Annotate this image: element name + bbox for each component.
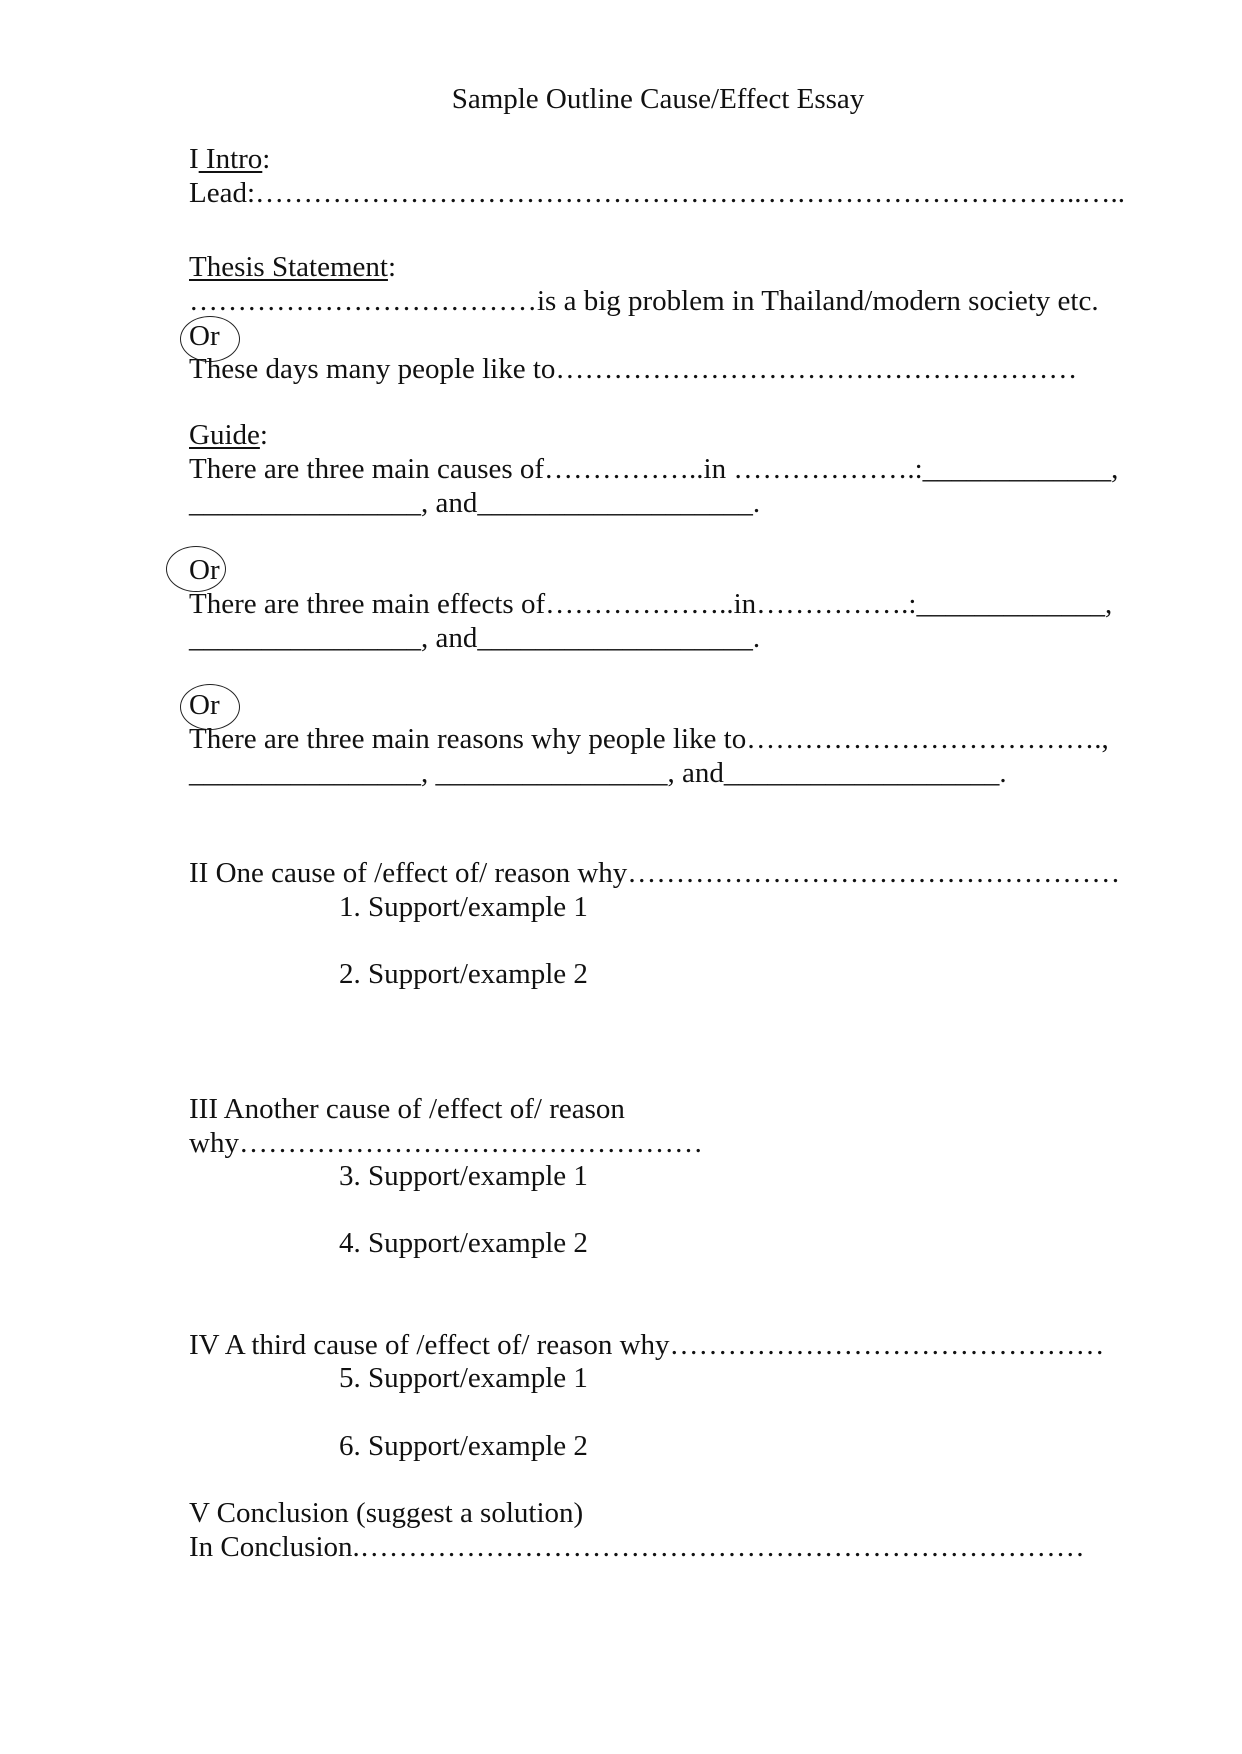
section-4-item-2: 6. Support/example 2 <box>339 1430 588 1462</box>
or-label-2: Or <box>189 554 220 586</box>
section-2-item-2: 2. Support/example 2 <box>339 958 588 990</box>
guide-colon: : <box>259 419 268 451</box>
or-label-3: Or <box>189 689 220 721</box>
page-title: Sample Outline Cause/Effect Essay <box>451 83 865 115</box>
section-2-item-1: 1. Support/example 1 <box>339 891 588 923</box>
section-4-heading: IV A third cause of /effect of/ reason why……………………………………… <box>189 1329 1105 1361</box>
guide-reasons-line-1: There are three main reasons why people like to………………………………., <box>189 723 1109 755</box>
section-3-item-2: 4. Support/example 2 <box>339 1227 588 1259</box>
guide-heading <box>189 418 268 452</box>
conclusion-line: In Conclusion.………………………………………………………………… <box>189 1531 1085 1563</box>
section-3-item-1: 3. Support/example 1 <box>339 1160 588 1192</box>
or-label-1: Or <box>189 320 220 352</box>
guide-effects-line-2: ________________, and___________________. <box>189 622 761 654</box>
thesis-heading <box>189 250 396 284</box>
guide-label: Guide <box>189 419 260 451</box>
thesis-line: ………………………………is a big problem in Thailand/modern society etc. <box>189 285 1099 317</box>
intro-heading <box>189 142 270 176</box>
section-3-heading-2: why………………………………………… <box>189 1127 703 1159</box>
guide-causes-line-1: There are three main causes of……………..in ……………….:_____________, <box>189 453 1119 485</box>
intro-label: Intro <box>198 143 263 175</box>
section-4-item-1: 5. Support/example 1 <box>339 1362 588 1394</box>
thesis-alt-line: These days many people like to……………………………………………… <box>189 353 1078 385</box>
guide-effects-line-1: There are three main effects of………………..in…………….:_____________, <box>189 588 1113 620</box>
guide-causes-line-2: ________________, and___________________. <box>189 487 761 519</box>
lead-line: Lead:…………………………………………………………………………..….. <box>189 177 1126 209</box>
intro-colon: : <box>262 143 271 175</box>
thesis-colon: : <box>387 251 396 283</box>
section-2-heading: II One cause of /effect of/ reason why…………………………………………… <box>189 857 1121 889</box>
thesis-label: Thesis Statement <box>189 251 388 283</box>
section-5-heading: V Conclusion (suggest a solution) <box>189 1497 584 1529</box>
section-3-heading-1: III Another cause of /effect of/ reason <box>189 1093 625 1125</box>
guide-reasons-line-2: ________________, ________________, and___________________. <box>189 757 1007 789</box>
intro-numeral: I <box>189 143 199 175</box>
